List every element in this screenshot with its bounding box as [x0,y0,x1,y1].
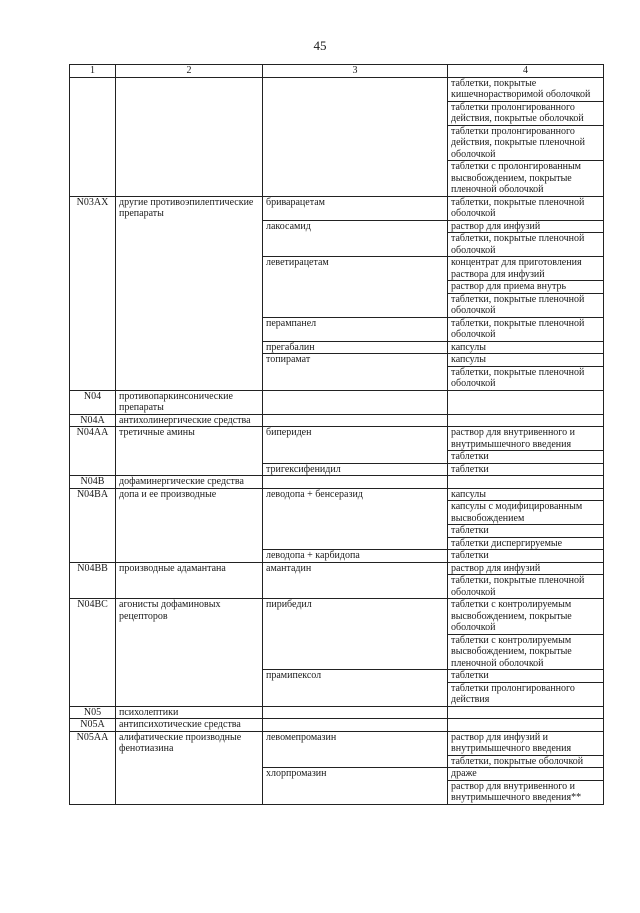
drug-name-cell: левомепромазин [263,731,448,755]
drug-name-cell: перампанел [263,317,448,341]
table-row [70,77,604,101]
atc-code-cell [70,257,116,281]
drug-name-cell [263,161,448,197]
group-name-cell [116,293,263,317]
group-name-cell [116,682,263,706]
table-row [70,575,604,599]
dosage-form-cell: таблетки с контролируемым высвобождением, покрытые пленочной оболочкой [448,634,604,670]
table-row [70,257,604,281]
atc-code-cell [70,293,116,317]
table-row [70,768,604,781]
drug-name-cell [263,101,448,125]
drug-name-cell [263,501,448,525]
drug-name-cell [263,755,448,768]
drug-name-cell: бипериден [263,427,448,451]
table-row [70,366,604,390]
group-name-cell [116,341,263,354]
table-row [70,682,604,706]
group-name-cell: антипсихотические средства [116,719,263,732]
group-name-cell [116,634,263,670]
drug-name-cell [263,476,448,489]
group-name-cell [116,77,263,101]
drug-name-cell [263,451,448,464]
atc-code-cell [70,501,116,525]
atc-code-cell: N04A [70,414,116,427]
atc-code-cell: N04BC [70,599,116,635]
table-row [70,341,604,354]
atc-code-cell [70,233,116,257]
drug-name-cell: леводопа + карбидопа [263,550,448,563]
atc-code-cell [70,101,116,125]
atc-code-cell: N05 [70,706,116,719]
dosage-form-cell: таблетки, покрытые оболочкой [448,755,604,768]
dosage-form-cell: таблетки, покрытые кишечнорастворимой оболочкой [448,77,604,101]
drug-name-cell: прегабалин [263,341,448,354]
drug-name-cell: бриварацетам [263,196,448,220]
column-header-3: 3 [263,65,448,78]
dosage-form-cell [448,706,604,719]
dosage-form-cell: таблетки, покрытые пленочной оболочкой [448,366,604,390]
table-row [70,550,604,563]
table-row [70,731,604,755]
table-row [70,281,604,294]
group-name-cell: допа и ее производные [116,488,263,501]
column-header-2: 2 [116,65,263,78]
group-name-cell: антихолинергические средства [116,414,263,427]
dosage-form-cell [448,414,604,427]
column-header-4: 4 [448,65,604,78]
table-row [70,390,604,414]
drug-name-cell [263,575,448,599]
table-row [70,161,604,197]
table-body [70,77,604,804]
table-row [70,488,604,501]
group-name-cell [116,780,263,804]
dosage-form-cell: таблетки [448,670,604,683]
column-header-1: 1 [70,65,116,78]
table-row [70,196,604,220]
dosage-form-cell [448,719,604,732]
table-row [70,414,604,427]
table-row [70,537,604,550]
table-row [70,293,604,317]
drug-name-cell [263,537,448,550]
group-name-cell [116,354,263,367]
drug-name-cell [263,525,448,538]
group-name-cell: производные адамантана [116,562,263,575]
dosage-form-cell: таблетки, покрытые пленочной оболочкой [448,196,604,220]
atc-code-cell [70,281,116,294]
table-header [70,65,604,78]
table-row [70,670,604,683]
drug-name-cell: хлорпромазин [263,768,448,781]
group-name-cell [116,220,263,233]
atc-code-cell: N05AA [70,731,116,755]
page-number: 45 [313,38,327,53]
atc-code-cell [70,780,116,804]
atc-code-cell [70,451,116,464]
group-name-cell [116,451,263,464]
atc-code-cell: N04BB [70,562,116,575]
drug-name-cell [263,390,448,414]
group-name-cell: другие противоэпилептические препараты [116,196,263,220]
group-name-cell [116,233,263,257]
drug-name-cell: тригексифенидил [263,463,448,476]
dosage-form-cell: таблетки, покрытые пленочной оболочкой [448,233,604,257]
drug-name-cell [263,281,448,294]
atc-code-cell [70,525,116,538]
dosage-form-cell: таблетки с пролонгированным высвобождением, покрытые пленочной оболочкой [448,161,604,197]
group-name-cell [116,257,263,281]
group-name-cell: третичные амины [116,427,263,451]
group-name-cell [116,125,263,161]
atc-code-cell: N04AA [70,427,116,451]
atc-code-cell [70,537,116,550]
atc-code-cell [70,341,116,354]
dosage-form-cell: раствор для внутривенного и внутримышечного введения [448,427,604,451]
dosage-form-cell: таблетки [448,550,604,563]
table-row [70,354,604,367]
drug-name-cell: прамипексол [263,670,448,683]
table-row [70,125,604,161]
group-name-cell: противопаркинсонические препараты [116,390,263,414]
atc-code-cell [70,220,116,233]
drug-name-cell: пирибедил [263,599,448,635]
table-row [70,451,604,464]
group-name-cell [116,463,263,476]
table-row [70,562,604,575]
drug-name-cell [263,233,448,257]
drug-name-cell: леветирацетам [263,257,448,281]
table-row [70,501,604,525]
atc-code-cell [70,768,116,781]
dosage-form-cell: таблетки с контролируемым высвобождением, покрытые оболочкой [448,599,604,635]
drug-name-cell: амантадин [263,562,448,575]
group-name-cell [116,366,263,390]
atc-code-cell [70,125,116,161]
atc-code-cell [70,161,116,197]
group-name-cell: дофаминергические средства [116,476,263,489]
atc-code-cell [70,682,116,706]
dosage-form-cell: таблетки [448,451,604,464]
atc-code-cell: N04BA [70,488,116,501]
table-row [70,719,604,732]
drug-name-cell [263,77,448,101]
group-name-cell [116,575,263,599]
group-name-cell [116,550,263,563]
table-row [70,634,604,670]
atc-code-cell [70,550,116,563]
table-row [70,233,604,257]
dosage-form-cell: таблетки диспергируемые [448,537,604,550]
atc-code-cell [70,354,116,367]
group-name-cell [116,670,263,683]
drug-name-cell [263,706,448,719]
drug-name-cell [263,719,448,732]
drug-name-cell: топирамат [263,354,448,367]
atc-code-cell [70,634,116,670]
dosage-form-cell: таблетки, покрытые пленочной оболочкой [448,575,604,599]
dosage-form-cell: раствор для инфузий и внутримышечного введения [448,731,604,755]
group-name-cell: агонисты дофаминовых рецепторов [116,599,263,635]
dosage-form-cell: раствор для приема внутрь [448,281,604,294]
table-row [70,755,604,768]
table-row [70,476,604,489]
dosage-form-cell: концентрат для приготовления раствора для инфузий [448,257,604,281]
dosage-form-cell: таблетки пролонгированного действия, покрытые оболочкой [448,101,604,125]
dosage-form-cell [448,476,604,489]
dosage-form-cell: капсулы [448,488,604,501]
group-name-cell: алифатические производные фенотиазина [116,731,263,755]
dosage-form-cell: раствор для инфузий [448,220,604,233]
atc-code-cell [70,670,116,683]
dosage-form-cell: раствор для инфузий [448,562,604,575]
atc-code-cell [70,317,116,341]
table-row [70,706,604,719]
atc-code-cell: N04 [70,390,116,414]
dosage-form-cell: таблетки [448,463,604,476]
atc-code-cell: N04B [70,476,116,489]
table-row [70,220,604,233]
drug-name-cell [263,682,448,706]
atc-code-cell [70,77,116,101]
group-name-cell [116,537,263,550]
group-name-cell [116,281,263,294]
group-name-cell [116,317,263,341]
atc-code-cell [70,366,116,390]
drug-name-cell [263,125,448,161]
dosage-form-cell: таблетки, покрытые пленочной оболочкой [448,317,604,341]
atc-code-cell [70,755,116,768]
table-row [70,317,604,341]
table-row [70,463,604,476]
dosage-form-cell: раствор для внутривенного и внутримышечного введения** [448,780,604,804]
group-name-cell [116,755,263,768]
drug-table [69,64,604,805]
drug-name-cell [263,780,448,804]
table-row [70,427,604,451]
table-row [70,599,604,635]
drug-name-cell: леводопа + бенсеразид [263,488,448,501]
drug-name-cell [263,366,448,390]
group-name-cell [116,161,263,197]
dosage-form-cell: капсулы с модифицированным высвобождением [448,501,604,525]
table-row [70,525,604,538]
dosage-form-cell: капсулы [448,354,604,367]
drug-name-cell [263,634,448,670]
dosage-form-cell: драже [448,768,604,781]
group-name-cell [116,101,263,125]
table-row [70,780,604,804]
drug-name-cell [263,414,448,427]
dosage-form-cell: таблетки пролонгированного действия [448,682,604,706]
group-name-cell [116,525,263,538]
drug-name-cell: лакосамид [263,220,448,233]
table-row [70,101,604,125]
atc-code-cell [70,463,116,476]
dosage-form-cell [448,390,604,414]
group-name-cell [116,768,263,781]
dosage-form-cell: таблетки [448,525,604,538]
group-name-cell: психолептики [116,706,263,719]
dosage-form-cell: таблетки, покрытые пленочной оболочкой [448,293,604,317]
dosage-form-cell: таблетки пролонгированного действия, покрытые пленочной оболочкой [448,125,604,161]
group-name-cell [116,501,263,525]
atc-code-cell: N03AX [70,196,116,220]
drug-name-cell [263,293,448,317]
dosage-form-cell: капсулы [448,341,604,354]
atc-code-cell [70,575,116,599]
atc-code-cell: N05A [70,719,116,732]
